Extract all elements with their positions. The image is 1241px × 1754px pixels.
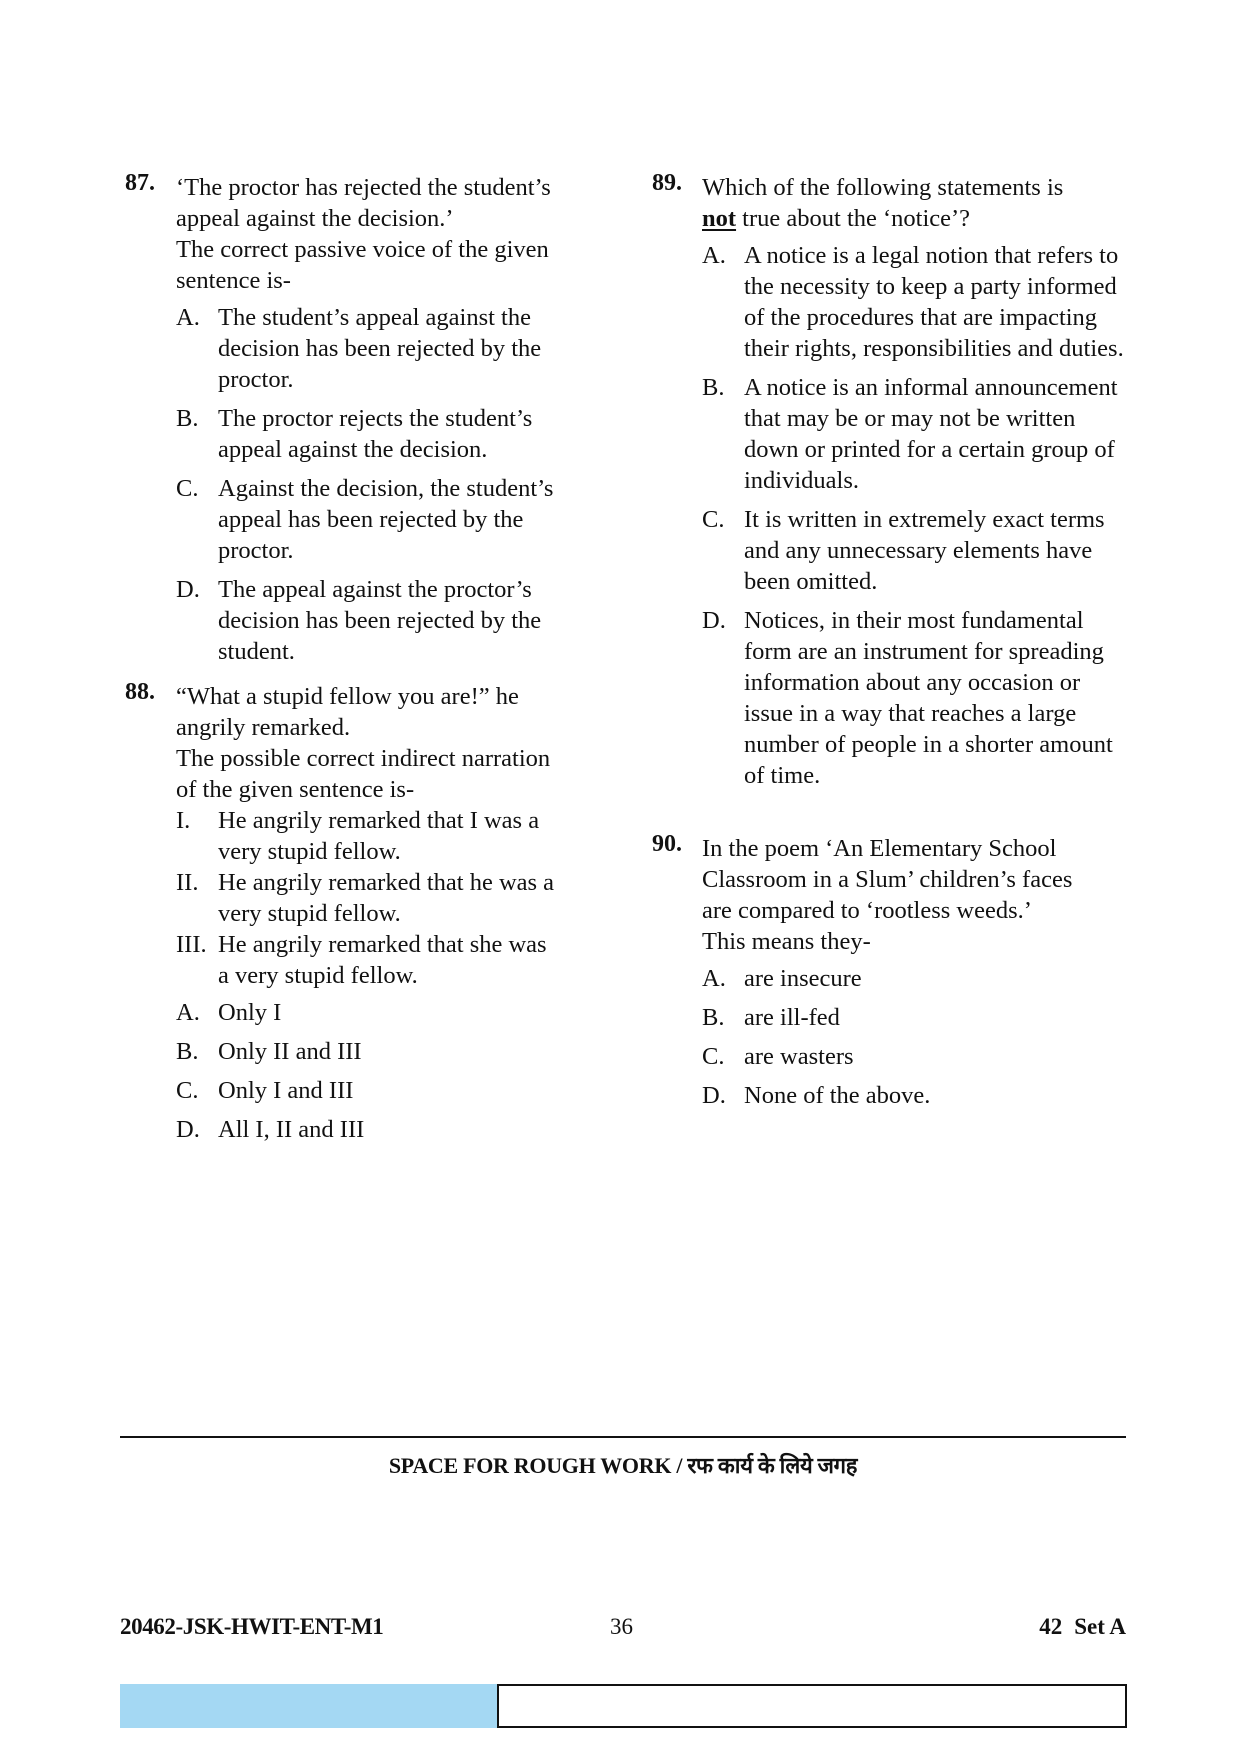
set-label: Set A: [1074, 1614, 1126, 1639]
question-stem: [176, 681, 558, 805]
question-88: [118, 681, 558, 1145]
option-label: D.: [176, 1116, 200, 1143]
stem-line: sentence is-: [176, 267, 291, 294]
option-label: C.: [702, 506, 725, 533]
option-d: [176, 1114, 558, 1145]
stem-line: The possible correct indirect narration: [176, 745, 551, 772]
option-b: [176, 1036, 558, 1067]
option-label: C.: [176, 1077, 199, 1104]
option-text: Only II and III: [218, 1038, 362, 1065]
option-label: D.: [702, 607, 726, 634]
rough-work-divider: [120, 1436, 1126, 1438]
option-label: B.: [176, 405, 199, 432]
question-number: 87.: [125, 170, 155, 196]
rough-work-label: SPACE FOR ROUGH WORK / रफ कार्य के लिये जगह: [388, 1453, 858, 1478]
right-column: [652, 172, 1132, 1119]
option-a: [176, 302, 558, 395]
option-a: [176, 997, 558, 1028]
question-number: 88.: [125, 679, 155, 705]
options-list: [176, 302, 558, 667]
option-b: [176, 403, 558, 465]
page-footer: [120, 1614, 1126, 1646]
question-87: [118, 172, 558, 667]
option-text: A notice is an informal announcement that may be or may not be written down or printed for a certain group of individuals.: [744, 374, 1118, 494]
options-list: [702, 963, 1132, 1111]
stem-line: “What a stupid fellow you are!” he: [176, 683, 519, 710]
option-label: A.: [176, 999, 200, 1026]
option-c: [176, 473, 558, 566]
option-text: Notices, in their most fundamental form are an instrument for spreading information about any occasion or issue in a way that reaches a large number of people in a shorter amount of time.: [744, 607, 1113, 789]
total-pages: 42: [1039, 1614, 1063, 1639]
options-list: [176, 997, 558, 1145]
page-number: 36: [610, 1614, 633, 1639]
left-column: [118, 172, 558, 1153]
statement-label: II.: [176, 869, 199, 896]
option-d: [176, 574, 558, 667]
option-b: [702, 372, 1132, 496]
option-c: [702, 504, 1132, 597]
footer-empty-box: [497, 1684, 1127, 1728]
stem-line: angrily remarked.: [176, 714, 351, 741]
option-text: All I, II and III: [218, 1116, 365, 1143]
option-text: A notice is a legal notion that refers to the necessity to keep a party informed of the procedures that are impacting their rights, responsibilities and duties.: [744, 242, 1124, 362]
statement-text: He angrily remarked that he was a very stupid fellow.: [218, 869, 555, 927]
stem-line: are compared to ‘rootless weeds.’: [702, 897, 1032, 924]
option-text: are insecure: [744, 965, 862, 992]
option-text: Only I and III: [218, 1077, 354, 1104]
option-a: [702, 963, 1132, 994]
option-label: B.: [702, 1004, 725, 1031]
options-list: [702, 240, 1132, 791]
stem-line: The correct passive voice of the given: [176, 236, 549, 263]
question-stem: [702, 172, 1132, 234]
question-stem: [176, 172, 558, 296]
option-label: B.: [176, 1038, 199, 1065]
set-indicator: [1039, 1614, 1126, 1640]
option-label: A.: [702, 965, 726, 992]
stem-line: of the given sentence is-: [176, 776, 415, 803]
option-label: C.: [176, 475, 199, 502]
question-stem: [702, 833, 1132, 957]
option-text: are wasters: [744, 1043, 854, 1070]
option-label: D.: [702, 1082, 726, 1109]
statement-text: He angrily remarked that I was a very stupid fellow.: [218, 807, 540, 865]
statements-list: [176, 805, 558, 991]
option-text: The appeal against the proctor’s decision has been rejected by the student.: [218, 576, 542, 665]
option-text: The student’s appeal against the decision has been rejected by the proctor.: [218, 304, 542, 393]
option-text: are ill-fed: [744, 1004, 840, 1031]
stem-line: In the poem ‘An Elementary School: [702, 835, 1057, 862]
option-a: [702, 240, 1132, 364]
option-d: [702, 1080, 1132, 1111]
option-c: [176, 1075, 558, 1106]
stem-line: Classroom in a Slum’ children’s faces: [702, 866, 1073, 893]
emphasis-not: not: [702, 205, 737, 232]
stem-line: ‘The proctor has rejected the student’s: [176, 174, 551, 201]
question-number: 89.: [652, 170, 682, 196]
stem-line: Which of the following statements is: [702, 174, 1064, 201]
option-b: [702, 1002, 1132, 1033]
option-c: [702, 1041, 1132, 1072]
question-90: [652, 833, 1132, 1111]
option-label: B.: [702, 374, 725, 401]
stem-line: This means they-: [702, 928, 871, 955]
option-text: None of the above.: [744, 1082, 931, 1109]
option-text: Against the decision, the student’s appeal has been rejected by the proctor.: [218, 475, 554, 564]
question-89: [652, 172, 1132, 791]
option-label: D.: [176, 576, 200, 603]
stem-line: appeal against the decision.’: [176, 205, 454, 232]
option-text: The proctor rejects the student’s appeal against the decision.: [218, 405, 533, 463]
statement-label: I.: [176, 807, 191, 834]
option-text: Only I: [218, 999, 282, 1026]
footer-color-bar: [120, 1684, 498, 1728]
option-label: C.: [702, 1043, 725, 1070]
statement-label: III.: [176, 931, 207, 958]
option-label: A.: [176, 304, 200, 331]
stem-line-rest: true about the ‘notice’?: [736, 205, 971, 232]
booklet-code: 20462-JSK-HWIT-ENT-M1: [120, 1614, 384, 1639]
statement-i: [176, 805, 558, 867]
statement-ii: [176, 867, 558, 929]
option-text: It is written in extremely exact terms and any unnecessary elements have been omitted.: [744, 506, 1105, 595]
statement-text: He angrily remarked that she was a very stupid fellow.: [218, 931, 547, 989]
stem-line: [702, 203, 1132, 234]
question-number: 90.: [652, 831, 682, 857]
option-label: A.: [702, 242, 726, 269]
option-d: [702, 605, 1132, 791]
statement-iii: [176, 929, 558, 991]
